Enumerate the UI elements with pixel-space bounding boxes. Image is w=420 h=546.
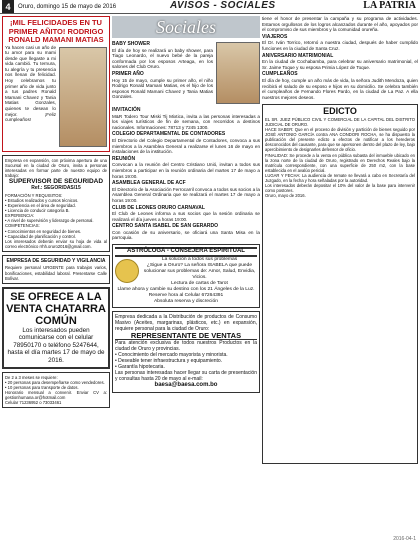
page-header (0, 0, 420, 14)
club-text: El Club de Leones informa a sus socios que la sesión ordinaria se realizará el día jueves a horas 19:00. (112, 211, 260, 222)
scrap-sale-ad (2, 287, 110, 369)
security-company-ad (2, 255, 110, 284)
asamblea-text: El Directorio de la Asociación Ferrocarril convoca a todos sus socios a la Asamblea General Ordinaria que se realizará el martes 17 de mayo a horas 19:00. (112, 186, 260, 203)
sale-title: SE OFRECE A LA VENTA CHATARRA COMÚN (6, 290, 106, 327)
primer-heading: PRIMER AÑO (112, 70, 144, 77)
invitation-heading: INVITACIÓN (112, 107, 141, 113)
baesa-email: baesa@baesa.com.bo (154, 382, 218, 389)
left-column (2, 16, 110, 544)
right-column (262, 16, 418, 544)
reunion-heading: REUNIÓN (112, 155, 136, 162)
reunion-text: Convocan a la reunión del Centro Cristiano Unió, invitan a todos sus miembros a participar en la reunión ordinaria del martes 17 de mayo a horas 19:00. (112, 162, 260, 179)
aniversario-heading: ANIVERSARIO MATRIMONIAL (262, 52, 334, 59)
jobs-ad (2, 372, 110, 409)
section-title: AVISOS - SOCIALES (170, 0, 276, 11)
sociales-banner: Sociales (112, 16, 260, 38)
birthday-ad (2, 16, 110, 152)
guard-ref: Ref.: SEGOR/DAS/15 (31, 185, 81, 192)
middle-column (112, 16, 260, 544)
newspaper-logo: LA PATRIA (363, 0, 416, 11)
viajeros-heading: VIAJEROS (262, 33, 288, 40)
primer-text: Hoy 15 de mayo, cumple su primer año, el niño Rodrigo Ronald Mamani Matias, es el hijo de los esposos Ronald Mamani Chavez y Tania Matias Gonzales. (112, 77, 213, 100)
page-number: 4 (2, 0, 14, 13)
birthday-text: Ya hacen casi un año de tu amor para su mami desde que llegaste a mi vida cambió. Tu ternura, tu alegría y tu presencia nos llenan de felicidad. Hoy celebramos tu primer año de vida junto a tus padres Ronald Mamani Chavez y Tania Matias Gonzales, quienes te desean lo mejor. ¡Feliz cumpleaños! (5, 44, 56, 123)
page-date: Oruro, domingo 15 de mayo de 2016 (18, 3, 117, 10)
security-job-ad (2, 155, 110, 252)
jobs-text: De 2 a 3 meses se requiere: • 20 personas para desempeñarse como vendedores. • 10 personas para transporte de datos. Honorario mensual a convenir. Enviar CV a: gestionhumana.or@hotmail.com Celular 71236952 o 73033461 (5, 374, 107, 406)
club-heading: CLUB DE LEONES ORURO CARNAVAL (112, 204, 205, 211)
baesa-body: Para atención exclusiva de todos nuestros Productos en la ciudad de Oruro y provincias. • Conocimiento del mercado mayorista y minorista. • Deseable tener infraestructura y equipamiento. • Garantía hipotecaria. Las personas interesadas hacer llegar su carta de presentación y consultas hasta 20 de mayo al e-mail: (115, 340, 257, 383)
astro-body: La solución a todos sus problemas ¿Sigue a Oruro? La señora ISABELA que puede solucionar sus problemas de: Amor, Salud, Envidia, Vicios. Lectura de cartas de Tarot Llame ahora y cambie su destino con los 21 Ángeles de la Luz. Reserve hora al Celular 67264391 Absoluta reserva y discreción (117, 256, 256, 304)
asamblea-heading: ASAMBLEA GENERAL DE ACF (112, 180, 186, 187)
top-text: tiene el honor de presentar la campaña y su programa de actividades. Estamos orgullosos de los logros alcanzados durante el año, apoyados por el compromiso de sus miembros y la comunidad orureña. (262, 16, 418, 33)
sale-text: Los interesados pueden comunicarse con el celular 78950170 o teléfono 5247644, hasta el día martes 17 de mayo de 2016. (7, 326, 105, 365)
aniversario-text: En la ciudad de Cochabamba, para celebrar su aniversario matrimonial, el Sr. Jaime Toque y su esposa Primia López de Toque. (262, 59, 418, 70)
birthday-headline: ¡MIL FELICIDADES EN TU PRIMER AÑITO! RODRIGO RONALD MAMANI MATIAS (8, 18, 104, 44)
colegio-heading: COLEGIO DEPARTAMENTAL DE CONTADORES (112, 131, 226, 138)
baesa-title: REPRESENTANTE DE VENTAS (115, 332, 257, 341)
astrology-icon (115, 259, 139, 283)
centro-heading: CENTRO SANTA ISABEL DE SAN GERARDO (112, 223, 219, 230)
astrologer-ad (112, 244, 260, 308)
baby-shower-text: El día de hoy se realizará un baby shower, para Tiago Leonardo, el nuevo bebé de la pareja conformada por los esposos Arteaga, en los salones del Club Oruro. (112, 47, 213, 70)
cumpleanos-text: El día de hoy, cumple un año más de vida, la señora Judith Mendoza, quien recibirá el saludo de su esposo e hijos en su domicilio. Se celebra también el cumpleaños de Fernando Flores Pardo, en la ciudad de La Paz. A ella nuestros mejores deseos. (262, 77, 418, 100)
colegio-text: El Directorio del Colegio Departamental de Contadores, convoca a sus miembros a la Asamblea General a realizarse el lunes 16 de mayo en instalaciones de la institución. (112, 137, 260, 155)
edict-title: EDICTO (323, 106, 357, 117)
cumpleanos-heading: CUMPLEAÑOS (262, 71, 298, 78)
guard-company-text: Requiere personal URGENTE para trabajos varios, bonificaciones, estabilidad laboral. Presentarse Calle Bolívar. (5, 265, 107, 281)
guard-intro: Empresa en expansión, con próxima apertura de una Sucursal en la ciudad de Oruro, invita a personas interesadas en formar parte de nuestro equipo de trabajo: (5, 157, 107, 178)
guard-company: EMPRESA DE SEGURIDAD Y VIGILANCIA (6, 257, 106, 264)
edict-notice (262, 104, 418, 464)
baby-photo-2 (216, 42, 260, 104)
edict-text: EL SR. JUEZ PÚBLICO CIVIL Y COMERCIAL DE LA CAPITAL DEL DISTRITO JUDICIAL DE ORURO. HACE SABER: Que en el proceso de división y partición de bienes seguido por JOSÉ ANTONIO GARCÍA contra ANA CONDORI ROCHA, se ha dispuesto la publicación del presente edicto a efectos de notificar a los herederos desconocidos del causante, para que se apersonen dentro del plazo de ley, bajo apercibimiento de designarles defensor de oficio. FINALIDAD: Se procede a la venta en pública subasta del inmueble ubicado en la zona norte de la ciudad de Oruro, registrado en Derechos Reales bajo la matrícula correspondiente, con una superficie de 250 m2, con la base establecida en el avalúo pericial. LUGAR Y FECHA: La audiencia de remate se llevará a cabo en Secretaría del Juzgado, en la fecha y hora señaladas por la autoridad. Los interesados deberán depositar el 10% del valor de la base para intervenir como postores. Oruro, mayo de 2016. (265, 116, 415, 199)
guard-title: SUPERVISOR DE SEGURIDAD (8, 177, 104, 185)
baby-photo (59, 47, 107, 147)
sales-rep-ad (112, 311, 260, 393)
baesa-intro: Empresa dedicada a la Distribución de productos de Consumo Masivo (Aceites, margarinas, plásticos, etc.) en expansión, requiere personal para la ciudad de Oruro: (115, 313, 257, 332)
invitation-text: M&R Todero Tour Miski Tij Mixtica, invita a las personas interesadas a los viajes turísticos de fin de semana, con recorridos a destinos nacionales. Informaciones: 78713 y 7245 1300. (112, 113, 260, 130)
centro-text: Con ocasión de su aniversario, se oficiará una Santa Misa en la parroquia. (112, 229, 260, 241)
astro-title: ASTRÓLOGA - CONSEJERA ESPIRITUAL (115, 247, 257, 257)
viajeros-text: El Dr. Iván Torrico, retornó a nuestra ciudad, después de haber cumplido funciones en la ciudad de Santa Cruz. (262, 40, 418, 51)
page-footer: 2016-04-1 (393, 536, 416, 542)
guard-body: FORMACIÓN Y REQUISITOS: • Estudios realizados y cursos técnicos. • Experiencia en el área de seguridad. • Licencia de conducir categoría B. EXPERIENCIA: • A nivel de supervisión y liderazgo de personal. COMPETENCIAS: • Conocimientos en seguridad de bienes. • Capacidad de planificación y control. Los interesados deberán enviar su hoja de vida al correo electrónico rrhh.oruro2016@gmail.com. (5, 192, 107, 249)
baby-shower-heading: BABY SHOWER (112, 41, 150, 47)
